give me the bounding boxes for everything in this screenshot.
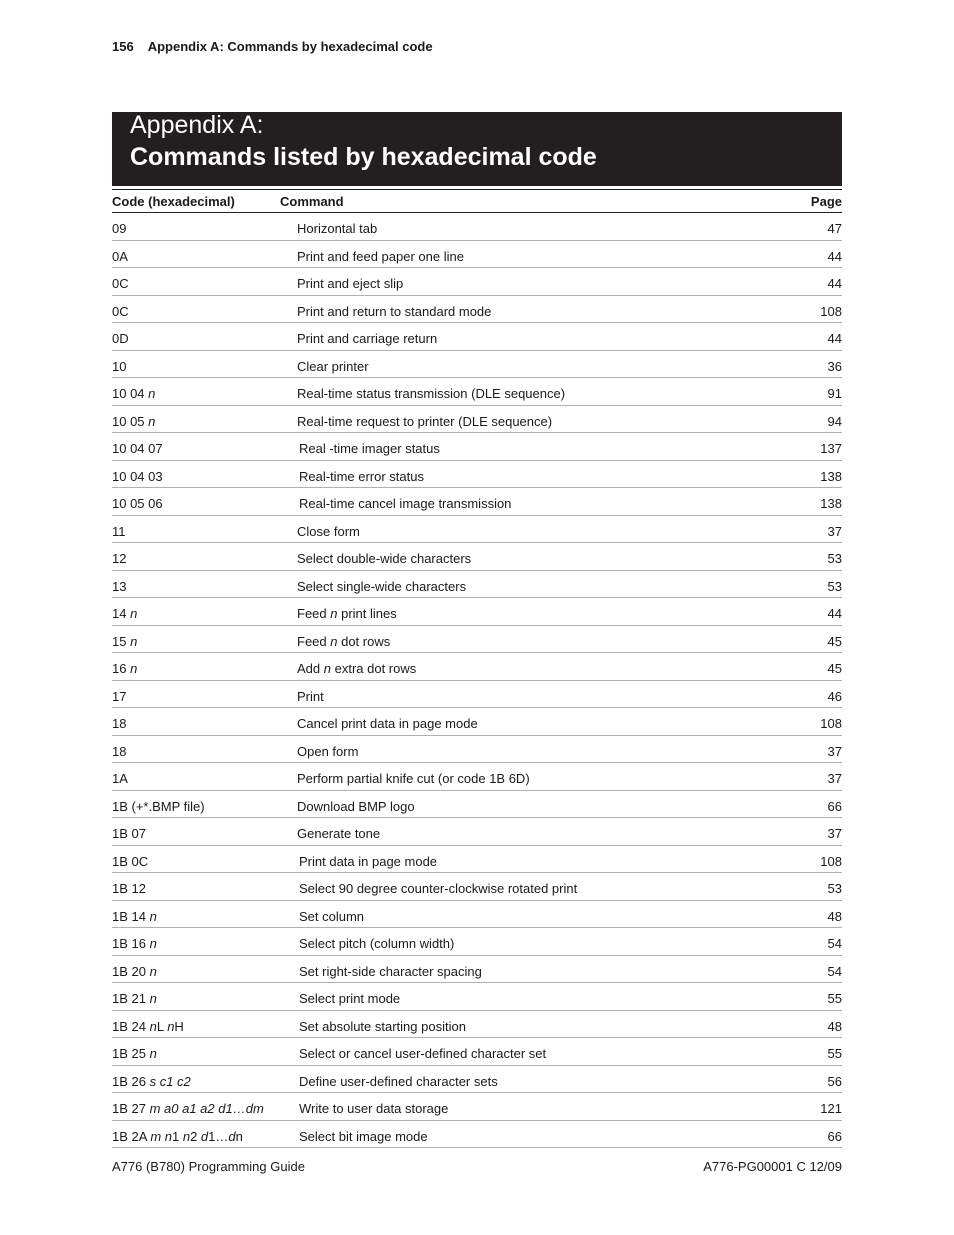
cell-command: Feed n print lines xyxy=(297,606,397,621)
cell-command: Real -time imager status xyxy=(299,441,440,456)
cell-command: Print and return to standard mode xyxy=(297,303,492,319)
table-row xyxy=(112,241,842,269)
cell-command: Real-time error status xyxy=(299,468,424,484)
cell-page: 121 xyxy=(820,1101,842,1116)
table-row xyxy=(112,1093,842,1121)
cell-page: 44 xyxy=(827,248,842,264)
cell-code: 1A xyxy=(112,771,128,786)
cell-page: 66 xyxy=(827,798,842,814)
cell-command: Real-time request to printer (DLE sequence) xyxy=(297,413,553,429)
table-row xyxy=(112,846,842,874)
cell-code: 0C xyxy=(112,303,129,319)
cell-command: Select print mode xyxy=(299,991,401,1006)
cell-code: 14 n xyxy=(112,606,138,621)
cell-code: 09 xyxy=(112,221,127,236)
cell-command: Set right-side character spacing xyxy=(299,963,482,979)
table-row xyxy=(112,598,842,626)
table-row xyxy=(112,736,842,764)
cell-command: Print data in page mode xyxy=(299,853,438,869)
footer-title: A776 (B780) Programming Guide xyxy=(112,1159,305,1174)
cell-code: 10 05 n xyxy=(112,413,156,429)
cell-page: 56 xyxy=(827,1073,842,1089)
cell-code: 1B 14 n xyxy=(112,908,157,924)
cell-page: 37 xyxy=(827,826,842,841)
table-row xyxy=(112,653,842,681)
cell-code: 0A xyxy=(112,248,128,264)
table-header xyxy=(112,190,842,213)
table-row xyxy=(112,708,842,736)
table-row xyxy=(112,433,842,461)
cell-page: 53 xyxy=(827,578,842,594)
table-row xyxy=(112,1011,842,1039)
cell-code: 1B 26 s c1 c2 xyxy=(112,1073,191,1089)
cell-command: Add n extra dot rows xyxy=(297,661,417,676)
cell-page: 138 xyxy=(820,496,842,511)
cell-command: Close form xyxy=(297,523,360,539)
cell-command: Select or cancel user-defined character set xyxy=(299,1046,547,1061)
cell-code: 13 xyxy=(112,578,127,594)
table-row xyxy=(112,956,842,984)
cell-code: 1B 21 n xyxy=(112,991,157,1006)
table-row xyxy=(112,351,842,379)
title-block xyxy=(112,112,842,186)
cell-code: 10 04 n xyxy=(112,386,156,401)
cell-command: Select single-wide characters xyxy=(297,578,467,594)
cell-command: Cancel print data in page mode xyxy=(297,716,478,731)
column-header-page: Page xyxy=(810,194,842,209)
cell-page: 45 xyxy=(827,633,842,649)
table-row xyxy=(112,543,842,571)
table-row xyxy=(112,983,842,1011)
cell-command: Print and feed paper one line xyxy=(297,248,464,264)
cell-page: 48 xyxy=(827,1018,842,1034)
cell-page: 138 xyxy=(820,468,842,484)
cell-page: 48 xyxy=(827,908,842,924)
cell-code: 0D xyxy=(112,331,129,346)
cell-page: 108 xyxy=(820,853,842,869)
table-row xyxy=(112,1038,842,1066)
cell-code: 10 xyxy=(112,358,127,374)
cell-code: 10 05 06 xyxy=(112,496,163,511)
table-row xyxy=(112,681,842,709)
cell-command: Horizontal tab xyxy=(297,221,378,236)
cell-command: Print xyxy=(297,688,324,704)
column-header-command: Command xyxy=(280,194,344,209)
cell-code: 0C xyxy=(112,276,129,291)
title-appendix-label: Appendix A: xyxy=(130,111,264,139)
cell-page: 55 xyxy=(827,991,842,1006)
cell-code: 1B 24 nL nH xyxy=(112,1018,184,1034)
cell-page: 44 xyxy=(827,276,842,291)
table-row xyxy=(112,1066,842,1094)
table-row xyxy=(112,406,842,434)
cell-page: 44 xyxy=(827,606,842,621)
cell-page: 108 xyxy=(820,303,842,319)
cell-command: Select double-wide characters xyxy=(297,551,472,566)
cell-command: Select bit image mode xyxy=(299,1128,428,1144)
cell-code: 17 xyxy=(112,688,127,704)
cell-page: 47 xyxy=(827,221,842,236)
table-row xyxy=(112,818,842,846)
cell-page: 54 xyxy=(827,963,842,979)
cell-code: 10 04 03 xyxy=(112,468,163,484)
cell-code: 11 xyxy=(112,523,126,539)
cell-page: 55 xyxy=(827,1046,842,1061)
page-title: Commands listed by hexadecimal code xyxy=(130,143,597,171)
running-header-section: Appendix A: Commands by hexadecimal code xyxy=(147,39,433,54)
table-row xyxy=(112,461,842,489)
cell-command: Feed n dot rows xyxy=(297,633,391,649)
cell-page: 137 xyxy=(820,441,842,456)
column-header-code: Code (hexadecimal) xyxy=(112,194,235,209)
cell-command: Real-time cancel image transmission xyxy=(299,496,512,511)
cell-code: 1B 27 m a0 a1 a2 d1…dm xyxy=(112,1101,264,1116)
table-row xyxy=(112,516,842,544)
table-row xyxy=(112,626,842,654)
table-row xyxy=(112,791,842,819)
cell-page: 36 xyxy=(827,358,842,374)
cell-command: Clear printer xyxy=(297,358,369,374)
cell-code: 10 04 07 xyxy=(112,441,163,456)
cell-command: Open form xyxy=(297,743,359,759)
cell-page: 37 xyxy=(827,523,842,539)
cell-page: 53 xyxy=(827,551,842,566)
cell-command: Print and eject slip xyxy=(297,276,404,291)
cell-code: 18 xyxy=(112,716,127,731)
cell-code: 16 n xyxy=(112,661,138,676)
footer-doc-id: A776-PG00001 C 12/09 xyxy=(703,1159,842,1174)
running-header xyxy=(112,39,433,54)
cell-code: 1B 20 n xyxy=(112,963,157,979)
table-row xyxy=(112,378,842,406)
table-row xyxy=(112,571,842,599)
cell-page: 37 xyxy=(827,771,842,786)
cell-code: 18 xyxy=(112,743,127,759)
cell-code: 1B 2A m n1 n2 d1…dn xyxy=(112,1128,243,1144)
cell-code: 1B (+*.BMP file) xyxy=(112,798,205,814)
cell-command: Set column xyxy=(299,908,365,924)
cell-page: 66 xyxy=(827,1128,842,1144)
cell-code: 1B 16 n xyxy=(112,936,157,951)
cell-code: 12 xyxy=(112,551,127,566)
cell-page: 54 xyxy=(827,936,842,951)
cell-page: 37 xyxy=(827,743,842,759)
cell-command: Download BMP logo xyxy=(297,798,415,814)
table-row xyxy=(112,901,842,929)
cell-code: 1B 25 n xyxy=(112,1046,157,1061)
cell-command: Generate tone xyxy=(297,826,381,841)
table-row xyxy=(112,268,842,296)
cell-page: 45 xyxy=(827,661,842,676)
cell-command: Set absolute starting position xyxy=(299,1018,466,1034)
table-body xyxy=(112,213,842,1148)
cell-page: 91 xyxy=(827,386,842,401)
table-row xyxy=(112,213,842,241)
commands-table xyxy=(112,189,842,1148)
cell-command: Write to user data storage xyxy=(299,1101,449,1116)
cell-page: 53 xyxy=(827,881,842,896)
table-row xyxy=(112,296,842,324)
cell-code: 1B 07 xyxy=(112,826,146,841)
table-row xyxy=(112,873,842,901)
cell-page: 94 xyxy=(827,413,842,429)
cell-command: Perform partial knife cut (or code 1B 6D) xyxy=(297,771,530,786)
cell-command: Select pitch (column width) xyxy=(299,936,455,951)
cell-command: Select 90 degree counter-clockwise rotated print xyxy=(299,881,578,896)
cell-command: Define user-defined character sets xyxy=(299,1073,498,1089)
cell-command: Real-time status transmission (DLE sequence) xyxy=(297,386,566,401)
cell-command: Print and carriage return xyxy=(297,331,438,346)
table-row xyxy=(112,928,842,956)
cell-page: 108 xyxy=(820,716,842,731)
table-row xyxy=(112,488,842,516)
table-row xyxy=(112,1121,842,1149)
cell-page: 46 xyxy=(827,688,842,704)
cell-page: 44 xyxy=(827,331,842,346)
table-row xyxy=(112,763,842,791)
cell-code: 15 n xyxy=(112,633,138,649)
cell-code: 1B 0C xyxy=(112,853,149,869)
cell-code: 1B 12 xyxy=(112,881,146,896)
page-number: 156 xyxy=(112,39,134,54)
table-row xyxy=(112,323,842,351)
